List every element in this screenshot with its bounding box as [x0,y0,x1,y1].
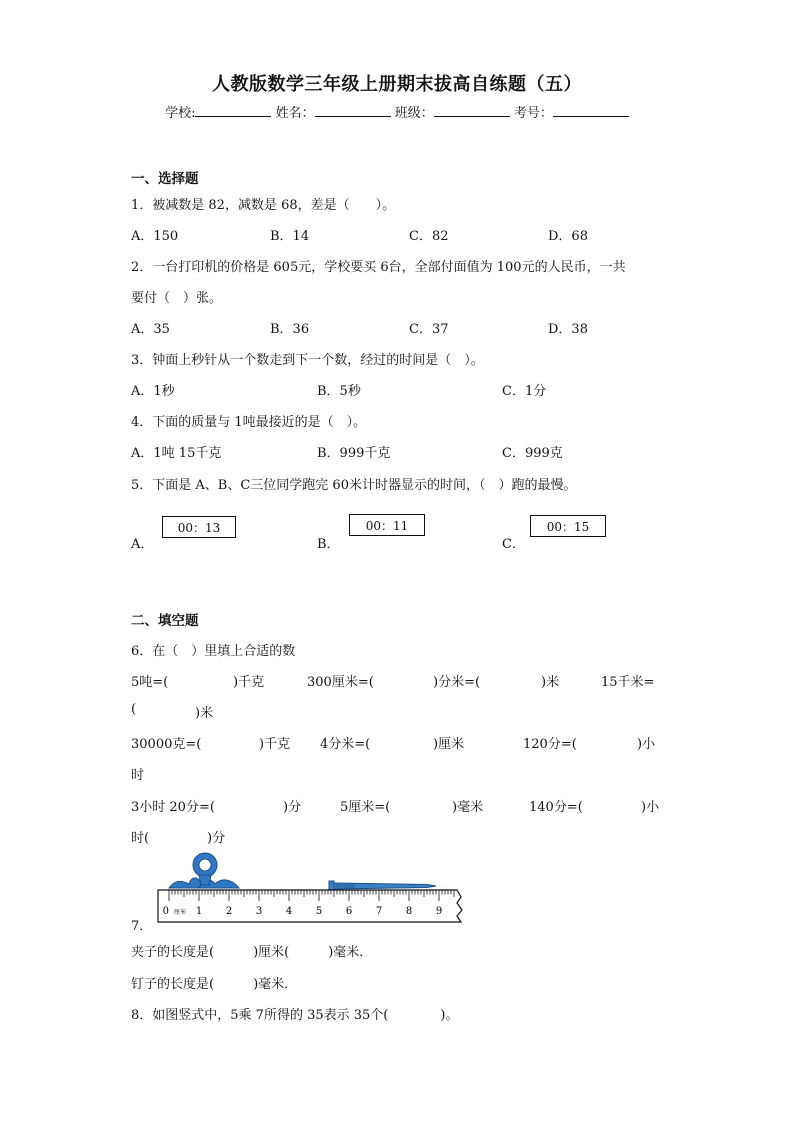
ruler-label: 4 [285,906,293,917]
q4-option-a[interactable]: A．1吨 15千克 [131,446,222,461]
class-blank[interactable] [434,104,510,117]
name-blank[interactable] [315,104,391,117]
q6-item: )毫米 [452,800,484,815]
q6-item: ( [131,702,137,717]
q3-option-a[interactable]: A．1秒 [131,384,175,399]
name-label: 姓名： [275,106,315,121]
q4-option-c[interactable]: C．999克 [502,446,563,461]
clip-icon [169,853,239,888]
q6-item: 时( [131,831,150,846]
q5-timer-c: 00：15 [530,515,606,537]
school-blank[interactable] [195,104,271,117]
ruler-label: 3 [255,906,263,917]
q2-option-d[interactable]: D．38 [548,322,588,337]
q8-text: 8．如图竖式中，5乘 7所得的 35表示 35个( )。 [131,1008,459,1023]
ruler-figure [155,850,467,928]
q5-timer-a: 00：13 [162,516,236,538]
q1-option-c[interactable]: C．82 [409,229,449,244]
q2-text-line1: 2．一台打印机的价格是 605元，学校要买 6台，全部付面值为 100元的人民币，一共 [131,260,626,275]
q3-text: 3．钟面上秒针从一个数走到下一个数，经过的时间是（ ）。 [131,353,484,368]
q6-item: 5厘米=( [340,800,391,815]
q6-item: 时 [131,768,145,783]
q5-text: 5．下面是 A、B、C三位同学跑完 60米计时器显示的时间，（ ）跑的最慢。 [131,478,577,493]
ruler-label: 9 [435,906,443,917]
q6-item: )小 [641,800,660,815]
section-fill-title: 二、填空题 [131,613,199,629]
q4-option-b[interactable]: B．999千克 [317,446,391,461]
q6-item: )分 [283,800,302,815]
q6-item: )分米=( [433,675,481,690]
q5-option-c[interactable]: C． [502,537,525,552]
q6-item: 3小时 20分=( [131,800,215,815]
exam-no-blank[interactable] [553,104,629,117]
q6-item: 30000克=( [131,737,202,752]
q5-option-b[interactable]: B． [317,537,340,552]
ruler-label: 1 [195,906,203,917]
ruler-body [158,890,462,922]
q7-number: 7． [131,919,153,934]
q6-item: 140分=( [529,800,583,815]
q6-item: )分 [207,831,226,846]
q3-option-c[interactable]: C．1分 [502,384,547,399]
q6-item: 120分=( [523,737,577,752]
ruler-label: 7 [375,906,383,917]
q2-option-b[interactable]: B．36 [270,322,310,337]
q6-item: )米 [541,675,560,690]
q1-option-a[interactable]: A．150 [131,229,179,244]
q6-item: )米 [195,706,214,721]
q2-option-c[interactable]: C．37 [409,322,449,337]
q5-option-a[interactable]: A． [131,537,154,552]
q6-item: 15千米= [601,675,655,690]
q6-item: )厘米 [433,737,465,752]
page-title: 人教版数学三年级上册期末拔高自练题（五） [212,74,582,95]
ruler-label: 6 [345,906,353,917]
q2-option-a[interactable]: A．35 [131,322,170,337]
ruler-label: 0 [162,906,169,917]
school-label: 学校: [165,106,196,121]
q6-item: 5吨=( [131,675,169,690]
q4-text: 4．下面的质量与 1吨最接近的是（ ）。 [131,415,367,430]
q6-item: )小 [637,737,656,752]
q2-text-line2: 要付（ ）张。 [131,291,223,306]
q1-text: 1．被减数是 82，减数是 68，差是（ ）。 [131,198,396,213]
q6-intro: 6．在（ ）里填上合适的数 [131,644,296,659]
q6-item: )千克 [233,675,265,690]
class-label: 班级： [394,106,434,121]
ruler-label: 2 [225,906,233,917]
q3-option-b[interactable]: B．5秒 [317,384,361,399]
q7-line2: 钉子的长度是( )毫米． [131,977,298,992]
student-info [0,102,794,121]
ruler-unit-label: 厘米 [174,909,187,916]
ruler-label: 5 [315,906,323,917]
q1-option-b[interactable]: B．14 [270,229,310,244]
q6-item: 4分米=( [320,737,371,752]
q6-item: 300厘米=( [307,675,374,690]
exam-no-label: 考号： [513,106,553,121]
ruler-label: 8 [405,906,413,917]
q7-line1: 夹子的长度是( )厘米( )毫米． [131,945,373,960]
q6-item: )千克 [259,737,291,752]
q5-timer-b: 00：11 [349,514,425,536]
q1-option-d[interactable]: D．68 [548,229,588,244]
section-choice-title: 一、选择题 [131,171,199,187]
